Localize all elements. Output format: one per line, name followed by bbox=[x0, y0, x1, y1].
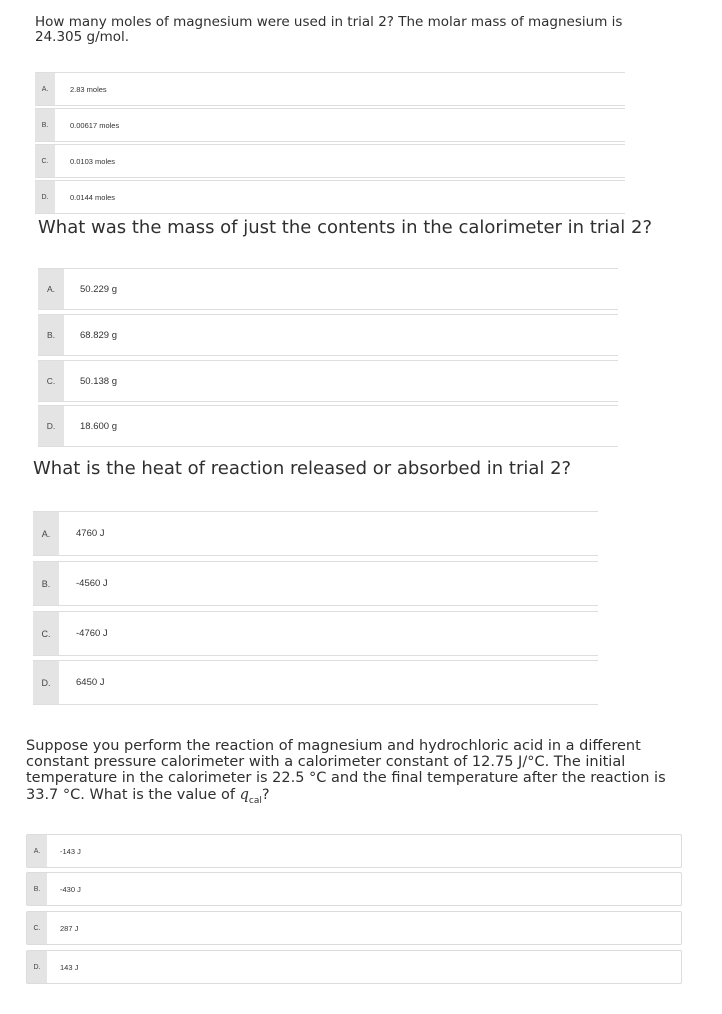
option-letter: B. bbox=[35, 109, 55, 141]
option-value: 50.138 g bbox=[80, 375, 117, 387]
option-value: -430 J bbox=[60, 884, 81, 894]
option-letter: C. bbox=[35, 145, 55, 177]
question-2-text: What was the mass of just the contents in the calorimeter in trial 2? bbox=[38, 217, 653, 238]
question-4-main-text: Suppose you perform the reaction of magnesium and hydrochloric acid in a different constant pressure calorimeter with a calorimeter constant of 12.75 J/°C. The initial temperature in the calorimeter is 22.5 °C and the final temperature after the reaction is 33.7 °C. What is the value of bbox=[26, 738, 666, 803]
option-value: -4760 J bbox=[76, 628, 108, 639]
option-letter: D. bbox=[33, 661, 59, 704]
option-value: 143 J bbox=[60, 962, 79, 972]
option-a[interactable] bbox=[33, 511, 598, 556]
option-letter: A. bbox=[27, 835, 47, 867]
q-cal-symbol: $q_{cal}$ bbox=[239, 786, 262, 806]
option-letter: D. bbox=[27, 951, 47, 983]
option-value: -4560 J bbox=[76, 578, 108, 589]
option-letter: A. bbox=[38, 269, 64, 309]
option-b[interactable] bbox=[38, 314, 618, 356]
question-3-text: What is the heat of reaction released or absorbed in trial 2? bbox=[33, 458, 572, 479]
option-b[interactable] bbox=[26, 872, 682, 906]
option-letter: D. bbox=[35, 181, 55, 213]
option-d[interactable] bbox=[38, 405, 618, 447]
option-value: 287 J bbox=[60, 923, 79, 933]
option-value: 4760 J bbox=[76, 528, 105, 539]
option-letter: A. bbox=[33, 512, 59, 555]
option-a[interactable] bbox=[26, 834, 682, 868]
option-b[interactable] bbox=[35, 108, 625, 142]
option-value: 0.00617 moles bbox=[70, 120, 120, 130]
option-d[interactable] bbox=[35, 180, 625, 214]
option-value: 0.0144 moles bbox=[70, 192, 116, 202]
option-d[interactable] bbox=[26, 950, 682, 984]
option-letter: D. bbox=[38, 406, 64, 446]
option-a[interactable] bbox=[38, 268, 618, 310]
option-value: -143 J bbox=[60, 846, 81, 856]
option-value: 2.83 moles bbox=[70, 84, 107, 94]
question-4-text bbox=[26, 738, 696, 806]
option-value: 68.829 g bbox=[80, 329, 117, 341]
option-value: 6450 J bbox=[76, 677, 105, 688]
option-value: 18.600 g bbox=[80, 420, 117, 432]
option-letter: B. bbox=[33, 562, 59, 605]
option-a[interactable] bbox=[35, 72, 625, 106]
question-4-end: ? bbox=[261, 786, 270, 803]
option-letter: C. bbox=[27, 912, 47, 944]
option-letter: B. bbox=[27, 873, 47, 905]
option-value: 0.0103 moles bbox=[70, 156, 116, 166]
option-c[interactable] bbox=[35, 144, 625, 178]
option-c[interactable] bbox=[33, 611, 598, 656]
option-letter: C. bbox=[38, 361, 64, 401]
option-letter: B. bbox=[38, 315, 64, 355]
option-letter: C. bbox=[33, 612, 59, 655]
option-c[interactable] bbox=[38, 360, 618, 402]
option-c[interactable] bbox=[26, 911, 682, 945]
option-letter: A. bbox=[35, 73, 55, 105]
question-1-text: How many moles of magnesium were used in trial 2? The molar mass of magnesium is 24.305 g/mol. bbox=[35, 14, 623, 46]
option-b[interactable] bbox=[33, 561, 598, 606]
option-value: 50.229 g bbox=[80, 283, 117, 295]
option-d[interactable] bbox=[33, 660, 598, 705]
